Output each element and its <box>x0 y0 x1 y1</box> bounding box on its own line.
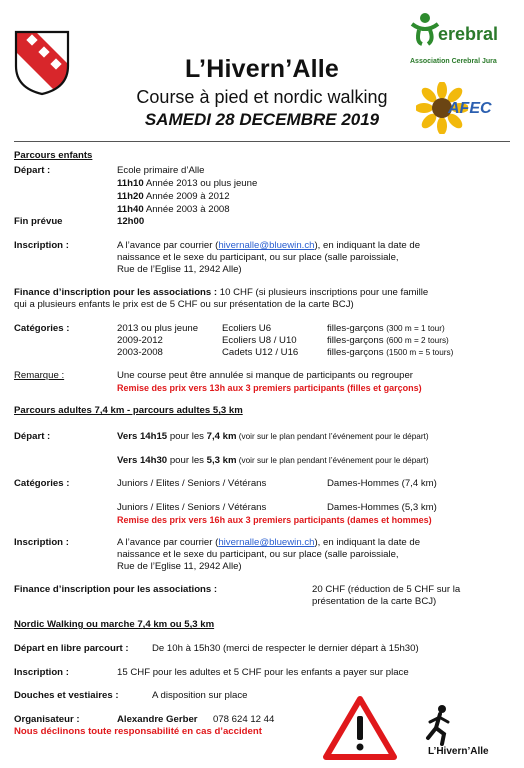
kids-inscription-line2: naissance et le sexe du participant, ou sur place (salle paroissiale, <box>117 252 399 263</box>
adults-category-2: Juniors / Elites / Seniors / Vétérans <box>117 502 267 513</box>
adults-remise-red: Remise des prix vers 16h aux 3 premiers participants (dames et hommes) <box>117 515 432 525</box>
adults-finance-label: Finance d’inscription pour les associations : <box>14 584 218 595</box>
disclaimer: Nous déclinons toute responsabilité en cas d’accident <box>14 726 262 737</box>
kids-remarque-text: Une course peut être annulée si manque de participants ou regrouper <box>117 370 413 381</box>
category-year: 2003-2008 <box>117 347 163 358</box>
kids-inscription-label: Inscription : <box>14 240 69 251</box>
cerebral-logo-text: erebral <box>438 24 499 44</box>
kids-finance-line2: qui a plusieurs enfants le prix est de 5 CHF ou sur présentation de la carte BCJ) <box>14 299 354 310</box>
hivernalle-runner-logo <box>420 704 518 760</box>
event-date: SAMEDI 28 DECEMBRE 2019 <box>144 110 380 129</box>
adults-depart-distance: 7,4 km <box>206 431 237 442</box>
nordic-depart-text: De 10h à 15h30 (merci de respecter le dernier départ à 15h30) <box>152 643 419 654</box>
organisateur-label: Organisateur : <box>14 714 80 725</box>
cerebral-tagline: Association Cerebral Jura <box>410 58 497 65</box>
nordic-inscription-label: Inscription : <box>14 667 69 678</box>
kids-depart-text: Année 2003 à 2008 <box>143 204 230 215</box>
douches-label: Douches et vestiaires : <box>14 690 119 701</box>
category-gender-text: filles-garçons <box>327 323 384 334</box>
kids-email-link[interactable]: hivernalle@bluewin.ch <box>218 240 315 251</box>
kids-inscription-line3: Rue de l’Eglise 11, 2942 Alle) <box>117 264 242 275</box>
inscription-text: A l’avance par courrier ( <box>117 537 219 548</box>
cerebral-figure-icon <box>410 12 440 46</box>
kids-depart-row <box>117 178 257 190</box>
kids-finance-text: 10 CHF (si plusieurs inscriptions pour une famille <box>217 287 429 298</box>
page-subtitle: Course à pied et nordic walking <box>136 87 388 107</box>
adults-depart-note: (voir sur le plan pendant l’événement pour le départ) <box>236 432 429 441</box>
category-gender <box>327 347 453 359</box>
category-gender <box>327 323 445 335</box>
inscription-text: ), en indiquant la date de <box>314 537 421 548</box>
adults-depart-time: Vers 14h30 <box>117 455 168 466</box>
category-name: Ecoliers U6 <box>222 323 272 334</box>
category-name: Cadets U12 / U16 <box>222 347 299 358</box>
adults-inscription-line3: Rue de l’Eglise 11, 2942 Alle) <box>117 561 242 572</box>
kids-finance-label: Finance d’inscription pour les associations : <box>14 287 218 298</box>
category-gender-text: filles-garçons <box>327 335 384 346</box>
kids-depart-text: Année 2009 à 2012 <box>143 191 230 202</box>
afec-logo <box>412 80 516 136</box>
category-name: Ecoliers U8 / U10 <box>222 335 297 346</box>
kids-categories-label: Catégories : <box>14 323 70 334</box>
kids-depart-label: Départ : <box>14 165 51 176</box>
kids-finance-line1 <box>14 287 428 299</box>
category-gender <box>327 335 449 347</box>
kids-remarque-label: Remarque : <box>14 370 65 381</box>
organisateur-name: Alexandre Gerber <box>117 714 198 725</box>
adults-depart-row-2 <box>117 455 429 467</box>
adults-inscription-line2: naissance et le sexe du participant, ou sur place (salle paroissiale, <box>117 549 399 560</box>
kids-fin-value: 12h00 <box>117 216 145 227</box>
adults-email-link[interactable]: hivernalle@bluewin.ch <box>218 537 315 548</box>
adults-category-2-right: Dames-Hommes (5,3 km) <box>327 502 437 513</box>
page-title: L’Hivern’Alle <box>184 55 340 83</box>
adults-inscription-line1 <box>117 537 420 549</box>
afec-logo-text: AFEC <box>448 100 492 117</box>
kids-depart-row <box>117 204 230 216</box>
adults-category-1-right: Dames-Hommes (7,4 km) <box>327 478 437 489</box>
kids-section-heading: Parcours enfants <box>14 150 93 161</box>
category-distance: (600 m = 2 tours) <box>386 336 449 345</box>
kids-depart-time: 11h10 <box>117 178 144 189</box>
adults-depart-note: (voir sur le plan pendant l’événement pour le départ) <box>236 456 429 465</box>
adults-categories-label: Catégories : <box>14 478 70 489</box>
adults-depart-time: Vers 14h15 <box>117 431 168 442</box>
kids-fin-label: Fin prévue <box>14 216 63 227</box>
nordic-section-heading: Nordic Walking ou marche 7,4 km ou 5,3 km <box>14 619 215 630</box>
category-year: 2009-2012 <box>117 335 163 346</box>
kids-depart-row <box>117 191 230 203</box>
adults-depart-distance: 5,3 km <box>206 455 237 466</box>
inscription-text: A l’avance par courrier ( <box>117 240 219 251</box>
warning-triangle-icon <box>322 694 398 762</box>
adults-inscription-label: Inscription : <box>14 537 69 548</box>
adults-finance-line2: présentation de la carte BCJ) <box>312 596 437 607</box>
runner-icon <box>420 704 460 746</box>
cerebral-logo <box>408 10 516 70</box>
douches-text: A disposition sur place <box>152 690 248 701</box>
kids-inscription-line1 <box>117 240 420 252</box>
kids-depart-time: 11h40 <box>117 204 144 215</box>
category-distance: (300 m = 1 tour) <box>386 324 445 333</box>
adults-depart-mid: pour les <box>167 431 207 442</box>
adults-depart-label: Départ : <box>14 431 51 442</box>
runner-logo-text: L’Hivern’Alle <box>428 746 489 757</box>
kids-remarque-red: Remise des prix vers 13h aux 3 premiers participants (filles et garçons) <box>117 383 422 393</box>
inscription-text: ), en indiquant la date de <box>314 240 421 251</box>
adults-depart-row-1 <box>117 431 429 443</box>
organisateur-phone: 078 624 12 44 <box>213 714 275 725</box>
adults-section-heading: Parcours adultes 7,4 km - parcours adultes 5,3 km <box>14 405 243 416</box>
adults-depart-mid: pour les <box>167 455 207 466</box>
adults-category-1: Juniors / Elites / Seniors / Vétérans <box>117 478 267 489</box>
kids-depart-place: Ecole primaire d’Alle <box>117 165 205 176</box>
kids-depart-text: Année 2013 ou plus jeune <box>143 178 258 189</box>
nordic-depart-label: Départ en libre parcourt : <box>14 643 129 654</box>
kids-depart-time: 11h20 <box>117 191 144 202</box>
category-gender-text: filles-garçons <box>327 347 384 358</box>
header-divider <box>14 141 510 142</box>
nordic-inscription-text: 15 CHF pour les adultes et 5 CHF pour les enfants a payer sur place <box>117 667 409 678</box>
adults-finance-text: 20 CHF (réduction de 5 CHF sur la <box>312 584 461 595</box>
category-distance: (1500 m = 5 tours) <box>386 348 454 357</box>
category-year: 2013 ou plus jeune <box>117 323 199 334</box>
